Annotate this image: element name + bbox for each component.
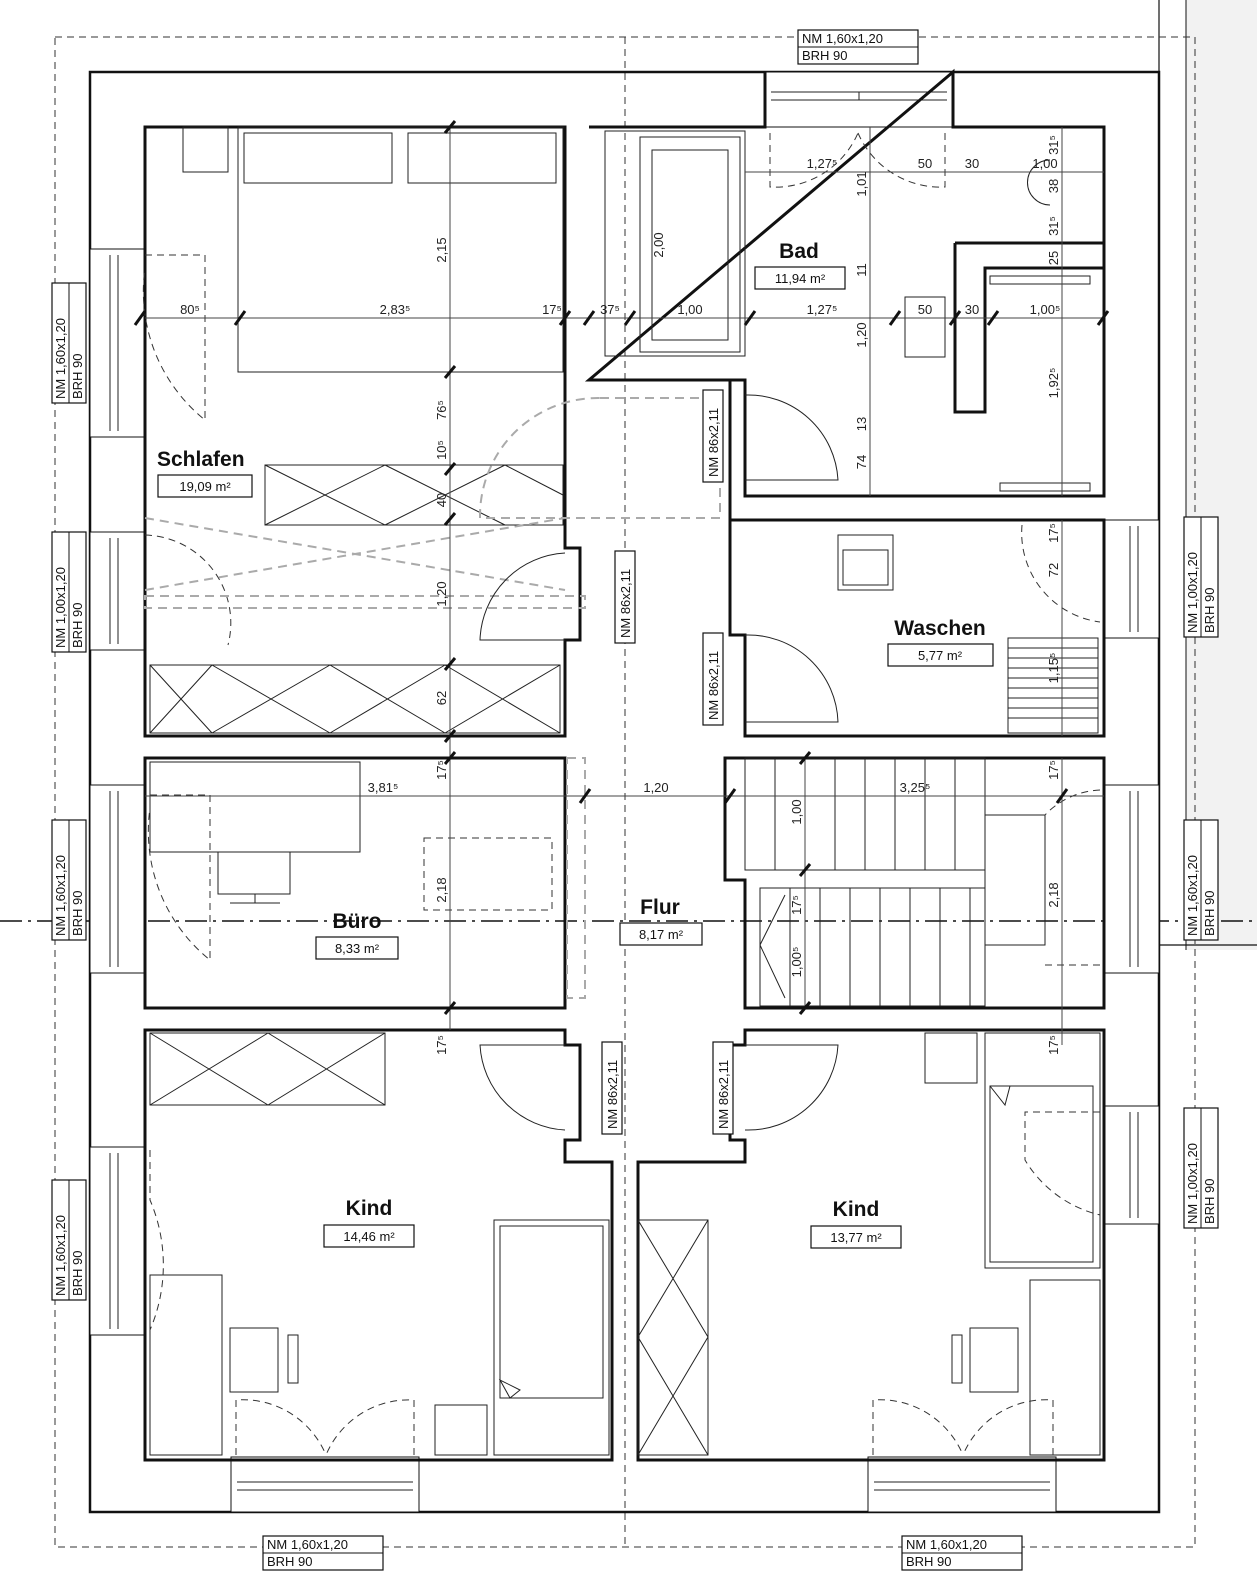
- svg-text:2,83⁵: 2,83⁵: [379, 302, 411, 317]
- window-tag-left-2: [52, 532, 86, 652]
- svg-text:NM 1,60x1,20: NM 1,60x1,20: [53, 1215, 68, 1296]
- svg-text:NM 1,60x1,20: NM 1,60x1,20: [802, 31, 883, 46]
- room-name: Flur: [640, 896, 680, 919]
- window-tag-top: [798, 30, 918, 64]
- room-area: 19,09 m²: [179, 479, 231, 494]
- svg-text:72: 72: [1046, 562, 1061, 578]
- svg-text:50: 50: [917, 302, 933, 317]
- svg-text:17⁵: 17⁵: [1046, 523, 1061, 543]
- svg-text:40: 40: [434, 492, 449, 508]
- room-name: Bad: [779, 240, 819, 263]
- svg-text:74: 74: [854, 454, 869, 470]
- svg-text:NM 1,60x1,20: NM 1,60x1,20: [1185, 855, 1200, 936]
- door-tag-bad: [703, 390, 723, 482]
- svg-text:NM 1,60x1,20: NM 1,60x1,20: [906, 1537, 987, 1552]
- svg-text:30: 30: [964, 302, 980, 317]
- door-tag-schlafen: [615, 551, 635, 643]
- svg-text:NM 86x2,11: NM 86x2,11: [618, 568, 633, 638]
- svg-text:37⁵: 37⁵: [600, 302, 620, 317]
- room-name: Schlafen: [157, 448, 245, 471]
- svg-text:62: 62: [434, 690, 449, 706]
- svg-text:38: 38: [1046, 178, 1061, 194]
- door-tag-waschen: [703, 633, 723, 725]
- svg-text:BRH 90: BRH 90: [70, 353, 85, 399]
- svg-text:17⁵: 17⁵: [434, 760, 449, 780]
- doors: [480, 395, 838, 1130]
- windows: [90, 72, 1159, 1512]
- window-tag-left-3: [52, 820, 86, 940]
- room-area: 14,46 m²: [343, 1229, 395, 1244]
- schlafen-furniture: [143, 127, 563, 733]
- svg-text:BRH 90: BRH 90: [267, 1554, 313, 1569]
- svg-text:NM 1,00x1,20: NM 1,00x1,20: [1185, 552, 1200, 633]
- room-bad: [755, 240, 845, 289]
- svg-text:1,27⁵: 1,27⁵: [806, 156, 838, 171]
- svg-text:2,18: 2,18: [434, 877, 449, 903]
- svg-text:31⁵: 31⁵: [1046, 135, 1061, 155]
- window-tag-right-1: [1184, 517, 1218, 637]
- svg-text:25: 25: [1046, 250, 1061, 266]
- svg-text:BRH 90: BRH 90: [70, 602, 85, 648]
- window-tag-right-2: [1184, 820, 1218, 940]
- room-area: 11,94 m²: [774, 271, 826, 286]
- svg-text:3,25⁵: 3,25⁵: [899, 780, 931, 795]
- svg-text:17⁵: 17⁵: [1046, 760, 1061, 780]
- door-tag-kind-right: [713, 1042, 733, 1134]
- svg-text:1,00: 1,00: [1032, 156, 1058, 171]
- window-tag-left-4: [52, 1180, 86, 1300]
- svg-text:BRH 90: BRH 90: [70, 890, 85, 936]
- room-area: 8,17 m²: [638, 927, 684, 942]
- room-name: Waschen: [894, 617, 986, 640]
- window-tag-right-3: [1184, 1108, 1218, 1228]
- room-buero: [316, 910, 398, 959]
- svg-text:NM 86x2,11: NM 86x2,11: [706, 407, 721, 477]
- window-tag-bottom-left: [263, 1536, 383, 1570]
- svg-text:30: 30: [964, 156, 980, 171]
- svg-text:BRH 90: BRH 90: [1202, 587, 1217, 633]
- room-waschen: [888, 617, 993, 666]
- room-area: 8,33 m²: [334, 941, 380, 956]
- svg-text:2,15: 2,15: [434, 237, 449, 263]
- svg-text:1,00: 1,00: [677, 302, 703, 317]
- svg-text:NM 1,60x1,20: NM 1,60x1,20: [53, 318, 68, 399]
- svg-text:76⁵: 76⁵: [434, 400, 449, 420]
- room-kind-left: [324, 1197, 414, 1247]
- svg-text:17⁵: 17⁵: [542, 302, 562, 317]
- svg-text:BRH 90: BRH 90: [802, 48, 848, 63]
- room-schlafen: [157, 448, 252, 497]
- svg-text:NM 86x2,11: NM 86x2,11: [605, 1059, 620, 1129]
- window-tag-bottom-right: [902, 1536, 1022, 1570]
- svg-text:80⁵: 80⁵: [180, 302, 200, 317]
- svg-text:1,27⁵: 1,27⁵: [806, 302, 838, 317]
- dimension-labels: [180, 156, 1060, 795]
- room-name: Büro: [332, 910, 382, 933]
- svg-text:50: 50: [917, 156, 933, 171]
- svg-text:BRH 90: BRH 90: [70, 1250, 85, 1296]
- svg-text:1,20: 1,20: [643, 780, 669, 795]
- neighbour-building: [1186, 0, 1257, 950]
- svg-text:BRH 90: BRH 90: [906, 1554, 952, 1569]
- svg-text:1,00⁵: 1,00⁵: [789, 946, 804, 978]
- svg-text:1,00: 1,00: [789, 799, 804, 825]
- room-area: 13,77 m²: [830, 1230, 882, 1245]
- svg-text:NM 1,60x1,20: NM 1,60x1,20: [53, 855, 68, 936]
- svg-text:1,15⁵: 1,15⁵: [1046, 652, 1061, 684]
- svg-text:1,00⁵: 1,00⁵: [1029, 302, 1061, 317]
- svg-text:NM 86x2,11: NM 86x2,11: [706, 650, 721, 720]
- svg-text:13: 13: [854, 416, 869, 432]
- svg-text:NM 1,60x1,20: NM 1,60x1,20: [267, 1537, 348, 1552]
- svg-text:1,01: 1,01: [854, 171, 869, 197]
- roof-outline: [55, 37, 1195, 1547]
- room-area: 5,77 m²: [917, 648, 963, 663]
- svg-text:1,92⁵: 1,92⁵: [1046, 367, 1061, 399]
- svg-text:17⁵: 17⁵: [434, 1035, 449, 1055]
- svg-text:NM 1,00x1,20: NM 1,00x1,20: [53, 567, 68, 648]
- svg-text:17⁵: 17⁵: [1046, 1035, 1061, 1055]
- door-tag-kind-left: [602, 1042, 622, 1134]
- svg-text:1,20: 1,20: [854, 322, 869, 348]
- svg-text:3,81⁵: 3,81⁵: [367, 780, 399, 795]
- exterior-wall-outer: [90, 72, 1159, 1512]
- room-name: Kind: [832, 1198, 880, 1221]
- svg-text:1,20: 1,20: [434, 581, 449, 607]
- window-tag-left-1: [52, 283, 86, 403]
- svg-text:NM 86x2,11: NM 86x2,11: [716, 1059, 731, 1129]
- svg-text:17⁵: 17⁵: [789, 895, 804, 915]
- room-name: Kind: [345, 1197, 393, 1220]
- svg-text:BRH 90: BRH 90: [1202, 1178, 1217, 1224]
- svg-text:2,00: 2,00: [651, 232, 666, 258]
- room-kind-right: [811, 1198, 901, 1248]
- svg-text:2,18: 2,18: [1046, 882, 1061, 908]
- svg-text:11: 11: [854, 263, 869, 277]
- svg-text:NM 1,00x1,20: NM 1,00x1,20: [1185, 1143, 1200, 1224]
- svg-text:10⁵: 10⁵: [434, 440, 449, 460]
- svg-text:31⁵: 31⁵: [1046, 216, 1061, 236]
- svg-text:BRH 90: BRH 90: [1202, 890, 1217, 936]
